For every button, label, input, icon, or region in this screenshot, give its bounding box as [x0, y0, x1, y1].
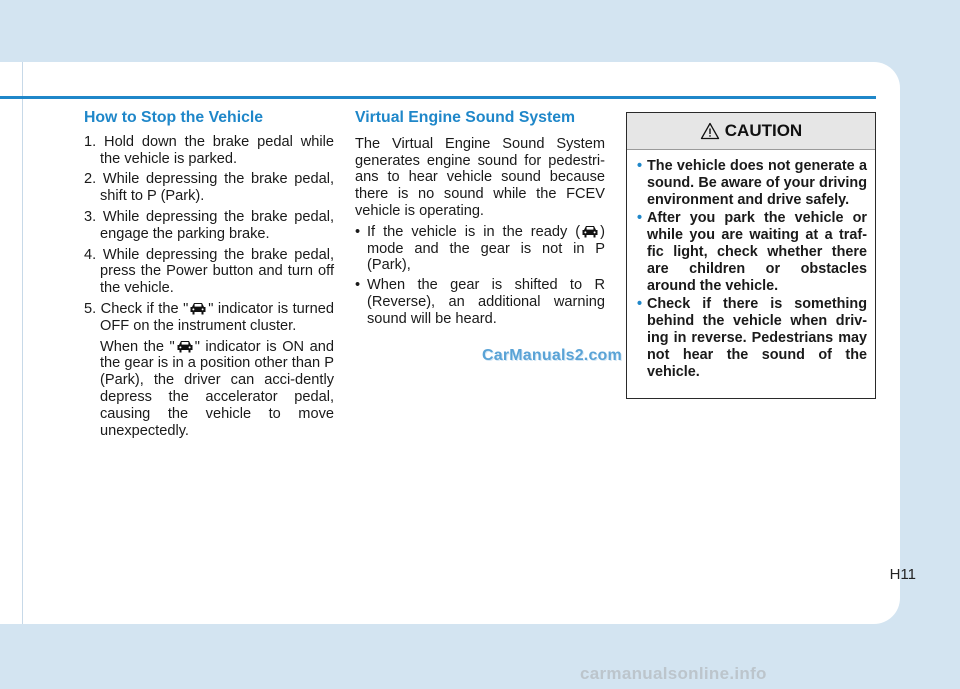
step-item: 3. While depressing the brake pedal, engage the parking brake. [84, 208, 334, 242]
list-item: • Check if there is something behind the vehicle when driv-ing in reverse. Pedestrians may not hear the sound of the vehicle. [637, 296, 867, 380]
footer-watermark: carmanualsonline.info [580, 664, 767, 683]
top-blue-rule [0, 96, 876, 99]
caution-list [627, 150, 875, 380]
note-text-b: " indicator is ON and the gear is in a position other than P (Park), the driver can acci-dently depress the accelerator pedal, causing the vehicle to move unexpectedly. [100, 338, 334, 439]
left-margin-rule [22, 62, 23, 624]
warning-triangle-icon [700, 122, 720, 140]
list-item: • When the gear is shifted to R (Reverse), an additional warning sound will be heard. [355, 277, 605, 327]
stop-vehicle-section [84, 110, 334, 439]
caution-header [627, 113, 875, 150]
ready-car-indicator-icon [189, 301, 207, 316]
site-watermark: CarManuals2.com [482, 347, 622, 364]
ready-car-indicator-icon [581, 224, 599, 239]
note-text-a: When the " [100, 338, 175, 355]
bullet1-text-a: If the vehicle is in the ready ( [367, 223, 581, 240]
step5-text-b: " indicator is turned OFF on the instrument cluster. [100, 300, 334, 334]
step-item: 4. While depressing the brake pedal, press the Power button and turn off the vehicle. [84, 246, 334, 297]
stop-vehicle-heading: How to Stop the Vehicle [84, 109, 264, 126]
vess-section [355, 110, 605, 331]
step5-text-a: 5. Check if the " [84, 300, 189, 317]
stop-steps-list [84, 134, 334, 335]
bullet1-text-b: ) mode and the gear is not in P (Park), [367, 223, 605, 274]
page-number: H11 [889, 566, 916, 583]
vess-intro: The Virtual Engine Sound System generates engine sound for pedestri-ans to hear vehicle sound because there is no sound while the FCEV vehicle is operating. [355, 135, 605, 219]
vess-heading: Virtual Engine Sound System [355, 109, 576, 126]
step-item [84, 301, 334, 335]
ready-car-indicator-icon [176, 339, 194, 354]
list-item [355, 224, 605, 274]
caution-box [626, 112, 876, 399]
caution-title: CAUTION [724, 121, 803, 140]
step-item: 2. While depressing the brake pedal, shift to P (Park). [84, 171, 334, 205]
list-item: • The vehicle does not generate a sound. Be aware of your driving environment and drive safely. [637, 158, 867, 208]
list-item: • After you park the vehicle or while you are waiting at a traf-fic light, check whether there are children or obstacles around the vehicle. [637, 210, 867, 294]
vess-bullets [355, 224, 605, 328]
step5-note [84, 339, 334, 440]
manual-page [0, 62, 900, 624]
step-item: 1. Hold down the brake pedal while the vehicle is parked. [84, 133, 334, 167]
